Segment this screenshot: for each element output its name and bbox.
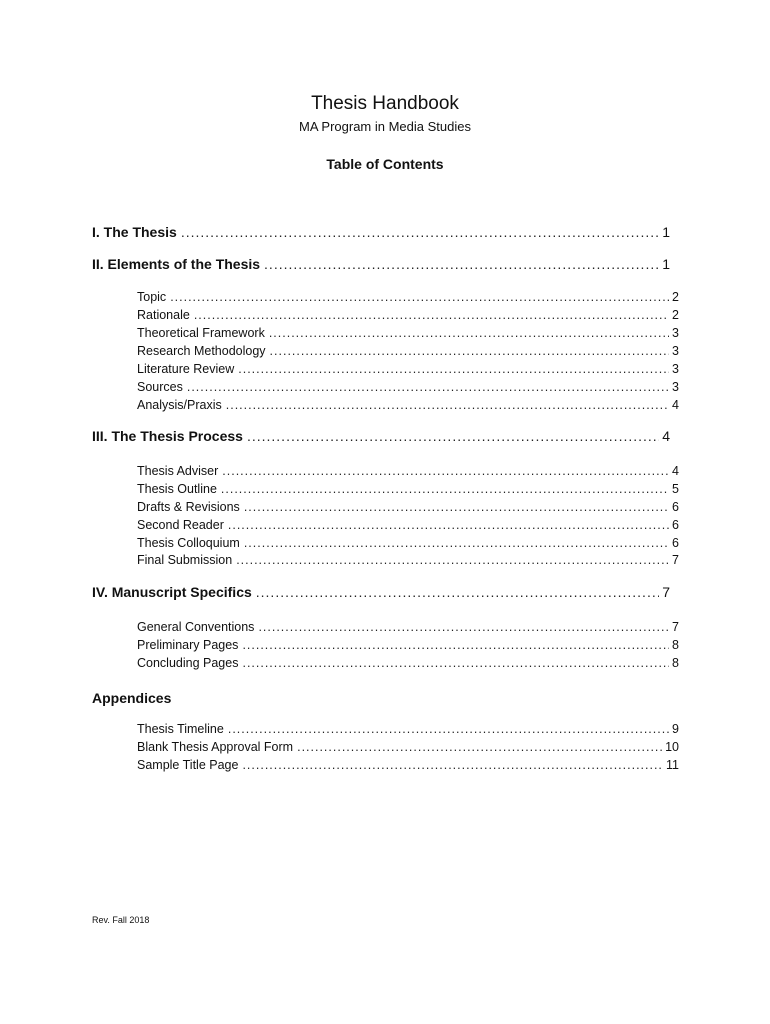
toc-section-the-thesis-process[interactable] [92,426,670,446]
toc-item-label: Theoretical Framework [137,326,265,340]
revision-footer: Rev. Fall 2018 [92,915,150,925]
toc-item-literature-review[interactable] [137,361,679,378]
dot-leader [236,552,669,569]
dot-leader [226,397,669,414]
toc-item-label: Drafts & Revisions [137,500,240,514]
toc-item-sample-title-page[interactable] [137,757,679,774]
toc-page-number: 6 [672,536,679,550]
toc-item-label: Second Reader [137,518,224,532]
toc-page-number: 6 [672,500,679,514]
toc-item-thesis-adviser[interactable] [137,463,679,480]
dot-leader [170,289,669,306]
toc-item-general-conventions[interactable] [137,619,679,636]
toc-item-analysis-praxis[interactable] [137,397,679,414]
dot-leader [222,463,669,480]
dot-leader [297,739,662,756]
toc-item-label: Thesis Timeline [137,722,224,736]
toc-item-drafts-revisions[interactable] [137,499,679,516]
toc-item-theoretical-framework[interactable] [137,325,679,342]
toc-item-label: Literature Review [137,362,235,376]
dot-leader [269,325,669,342]
toc-item-second-reader[interactable] [137,517,679,534]
toc-section-label: IV. Manuscript Specifics [92,584,252,600]
toc-item-thesis-timeline[interactable] [137,721,679,738]
toc-item-label: Sources [137,380,183,394]
dot-leader [258,619,669,636]
toc-page-number: 2 [672,290,679,304]
toc-item-label: Thesis Adviser [137,464,219,478]
toc-item-label: Rationale [137,308,190,322]
toc-item-label: Thesis Colloquium [137,536,240,550]
toc-item-topic[interactable] [137,289,679,306]
toc-item-label: Analysis/Praxis [137,398,222,412]
toc-item-sources[interactable] [137,379,679,396]
toc-item-rationale[interactable] [137,307,679,324]
toc-page-number: 4 [672,464,679,478]
dot-leader [228,721,669,738]
dot-leader [242,757,663,774]
toc-section-appendices[interactable]: Appendices [92,690,172,706]
toc-page-number: 3 [672,344,679,358]
dot-leader [256,582,659,602]
toc-page-number: 1 [662,256,670,272]
toc-item-blank-thesis-approval-form[interactable] [137,739,679,756]
toc-item-label: Final Submission [137,553,233,567]
toc-page-number: 3 [672,362,679,376]
toc-page-number: 7 [672,553,679,567]
toc-page-number: 2 [672,308,679,322]
dot-leader [247,426,659,446]
toc-page-number: 7 [672,620,679,634]
toc-section-label: II. Elements of the Thesis [92,256,261,272]
dot-leader [244,499,669,516]
toc-item-research-methodology[interactable] [137,343,679,360]
dot-leader [242,637,669,654]
toc-page-number: 4 [662,428,670,444]
toc-page-number: 4 [672,398,679,412]
toc-section-label: I. The Thesis [92,224,177,240]
toc-item-concluding-pages[interactable] [137,655,679,672]
dot-leader [270,343,670,360]
dot-leader [221,481,669,498]
toc-heading: Table of Contents [326,156,444,172]
dot-leader [242,655,669,672]
toc-item-label: Topic [137,290,167,304]
toc-section-elements-of-the-thesis[interactable] [92,254,670,274]
toc-page-number: 11 [666,758,679,772]
toc-page-number: 6 [672,518,679,532]
dot-leader [194,307,669,324]
toc-page-number: 7 [662,584,670,600]
dot-leader [238,361,669,378]
toc-page-number: 10 [665,740,679,754]
toc-item-label: Thesis Outline [137,482,217,496]
dot-leader [228,517,669,534]
toc-page-number: 9 [672,722,679,736]
dot-leader [181,222,659,242]
toc-item-preliminary-pages[interactable] [137,637,679,654]
toc-item-label: Concluding Pages [137,656,239,670]
document-subtitle: MA Program in Media Studies [299,119,471,134]
toc-page-number: 1 [662,224,670,240]
toc-section-manuscript-specifics[interactable] [92,582,670,602]
toc-page-number: 8 [672,638,679,652]
dot-leader [244,535,669,552]
toc-item-label: General Conventions [137,620,255,634]
toc-page-number: 8 [672,656,679,670]
toc-page-number: 3 [672,326,679,340]
toc-item-thesis-outline[interactable] [137,481,679,498]
toc-item-thesis-colloquium[interactable] [137,535,679,552]
toc-item-final-submission[interactable] [137,552,679,569]
toc-item-label: Research Methodology [137,344,266,358]
toc-item-label: Sample Title Page [137,758,239,772]
dot-leader [264,254,659,274]
toc-page-number: 5 [672,482,679,496]
dot-leader [187,379,669,396]
toc-section-label: III. The Thesis Process [92,428,243,444]
toc-item-label: Blank Thesis Approval Form [137,740,294,754]
document-title: Thesis Handbook [311,93,459,114]
toc-page-number: 3 [672,380,679,394]
toc-item-label: Preliminary Pages [137,638,239,652]
toc-section-the-thesis[interactable] [92,222,670,242]
